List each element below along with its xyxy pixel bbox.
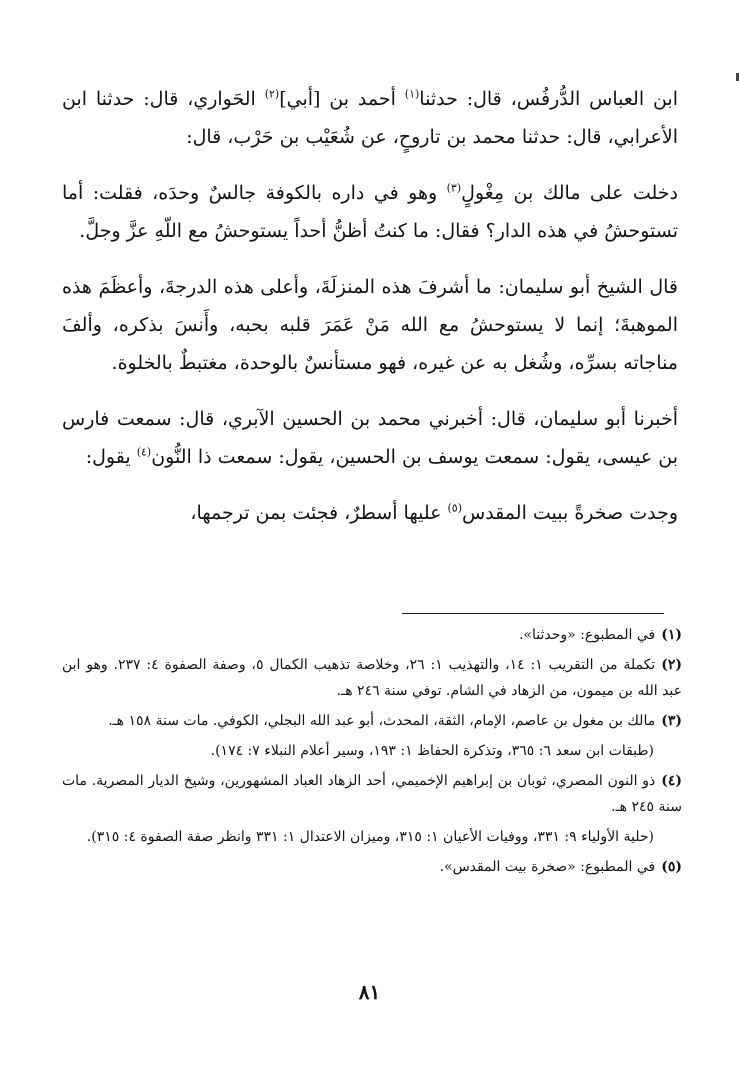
paragraph-5: وجدت صخرةً ببيت المقدس$^{(٥)}$ عليها أسطرٌ، فجئت بمن ترجمها، [190, 501, 678, 524]
footnote-5: (٥)في المطبوع: «صخرة بيت المقدس». [439, 859, 682, 875]
paragraph-3: قال الشيخ أبو سليمان: ما أشرفَ هذه المنزلَةَ، وأعلى هذه الدرجةَ، وأعظَمَ هذه الموهبةَ؛ إنما لا يستوحشُ مع الله مَنْ عَمَرَ قلبه بحبه، وأَنسَ بذكره، وألفَ مناجاته بسرِّه، وشُغل به عن غيره، فهو مستأنسٌ بالوحدة، مغتبطٌ بالخلوة. [62, 276, 678, 374]
footnote-ref-3[interactable]: (٣) [446, 181, 462, 195]
footnote-number: (٣) [661, 713, 682, 729]
page-number: ٨١ [358, 980, 381, 1004]
footnote-1: (١)في المطبوع: «وحدثنا». [518, 627, 682, 643]
footnote-ref-2[interactable]: (٢) [264, 87, 280, 101]
footnote-ref-1[interactable]: (١) [404, 87, 420, 101]
footnote-number: (٢) [661, 657, 682, 673]
footnotes [62, 622, 682, 884]
footnote-number: (٤) [661, 773, 682, 789]
footnote-2: (٢)تكملة من التقريب ١: ١٤، والتهذيب ١: ٢٦، وخلاصة تذهيب الكمال ٥، وصفة الصفوة ٤: ٢٣٧. وهو ابن عبد الله بن ميمون، من الزهاد في الشام. توفي سنة ٢٤٦ هـ. [62, 657, 682, 699]
footnote-4-sources: (حلية الأولياء ٩: ٣٣١، ووفيات الأعيان ١: ٣١٥، وميزان الاعتدال ١: ٣٣١ وانظر صفة الصفوة ٤: ٣١٥). [86, 829, 654, 845]
paragraph-2: دخلت على مالك بن مِغْولٍ$^{(٣)}$ وهو في داره بالكوفة جالسٌ وحدَه، فقلت: أما تستوحشُ في هذه الدار؟ فقال: ما كنتُ أظنُّ أحداً يستوحشُ مع اللّهِ عزَّ وجلَّ. [62, 181, 678, 242]
footnote-3-sources: (طبقات ابن سعد ٦: ٣٦٥، وتذكرة الحفاظ ١: ١٩٣، وسير أعلام النبلاء ٧: ١٧٤). [210, 743, 654, 759]
footnote-3: (٣)مالك بن مغول بن عاصم، الإمام، الثقة، المحدث، أبو عبد الله البجلي، الكوفي. مات سنة ١٥٨ هـ. [108, 713, 682, 729]
footnote-number: (٥) [661, 859, 682, 875]
footnote-separator [402, 613, 664, 614]
footnote-4: (٤)ذو النون المصري، ثوبان بن إبراهيم الإخميمي، أحد الزهاد العباد المشهورين، وشيخ الديار المصرية. مات سنة ٢٤٥ هـ. [62, 773, 682, 815]
footnote-ref-5[interactable]: (٥) [447, 501, 463, 515]
paragraph-1: ابن العباس الدُّرفُس، قال: حدثنا$^{(١)}$ أحمد بن [أبي]$^{(٢)}$ الحَواري، قال: حدثنا ابن الأعرابي، قال: حدثنا محمد بن تاروحٍ، عن شُعَيْب بن حَرْب، قال: [62, 87, 678, 148]
paragraph-4: أخبرنا أبو سليمان، قال: أخبرني محمد بن الحسين الآبري، قال: سمعت فارس بن عيسى، يقول: سمعت يوسف بن الحسين، يقول: سمعت ذا النُّون$^{(٤)}$ يقول: [62, 408, 678, 468]
footnote-ref-4[interactable]: (٤) [136, 445, 152, 459]
footnote-number: (١) [661, 627, 682, 643]
main-text [62, 80, 678, 550]
